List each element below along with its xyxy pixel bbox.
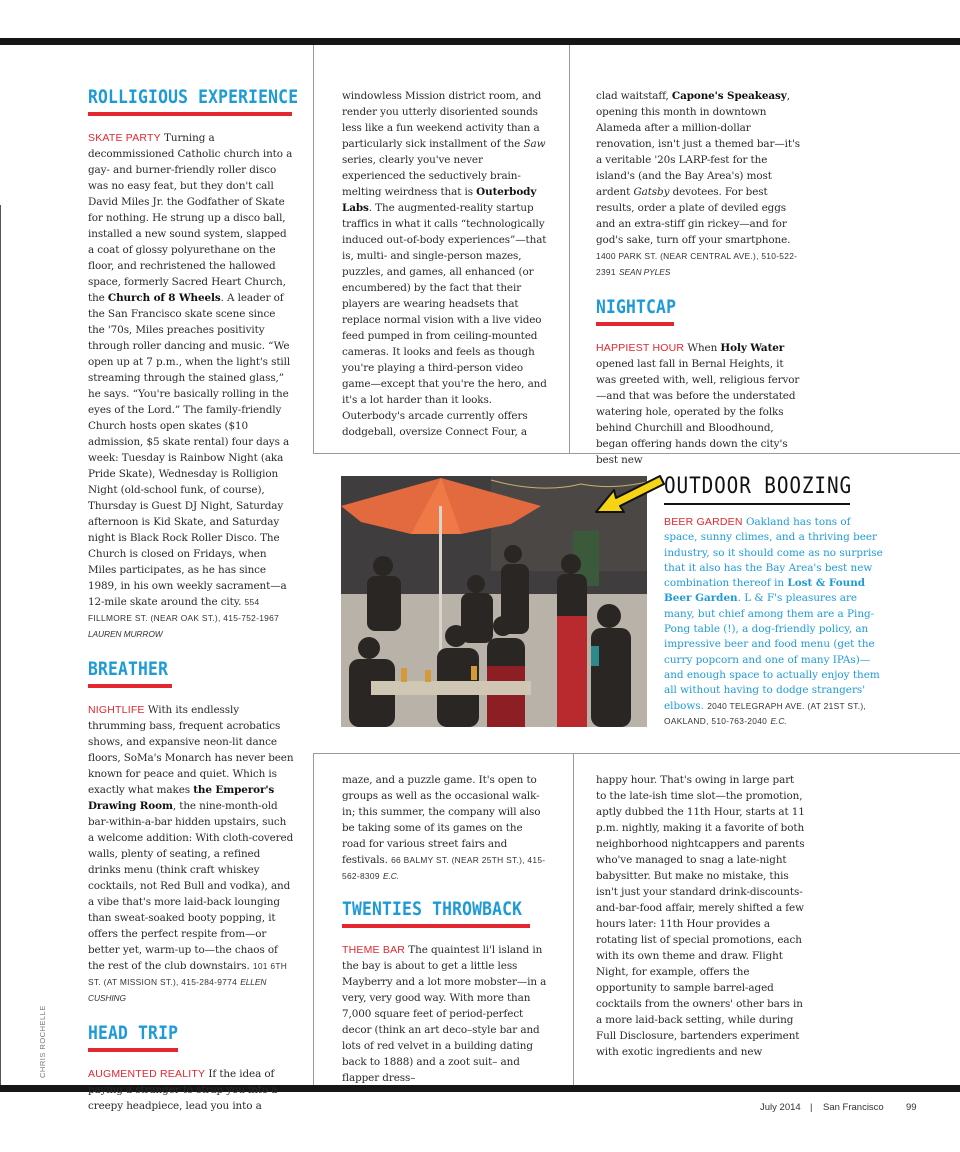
author: LAUREN MURROW [88,629,163,639]
article-body: BEER GARDEN Oakland has tons of space, sunny climes, and a thriving beer industry, so it should come as no surprise that it also has the Bay Area's best new combination thereof in Lost & Found Beer Garden. L & F's pleasures are many, but chief among them are a Ping-Pong table (!), a dog-friendly policy, an impressive beer and food menu (get the curry popcorn and one of many IPAs)—and enough space to actually enjoy them all without having to dodge strangers' elbows. 2040 TELEGRAPH AVE. (AT 21ST ST.), OAKLAND, 510-763-2040 E.C. [664,516,883,726]
address: 66 BALMY ST. (NEAR 25TH ST.), 415-562-8309 [342,855,546,881]
venue-name: the Emperor's Drawing Room [88,784,275,812]
kicker: HAPPIEST HOUR [596,342,685,354]
venue-name: Outerbody Labs [342,186,537,214]
address: 554 FILLMORE ST. (NEAR OAK ST.), 415-752-1967 [88,597,280,623]
column-divider [569,45,570,453]
article-body: maze, and a puzzle game. It's open to groups as well as the occasional walk-in; this summer, the company will also be taking some of its games on the road for various street fairs and festivals. 66 BALMY ST. (NEAR 25TH ST.), 415-562-8309 E.C. [342,774,546,881]
author: ELLEN CUSHING [88,977,267,1003]
venue-name: Holy Water [720,342,785,354]
kicker: SKATE PARTY [88,132,161,144]
section-heading: NIGHTCAP [596,296,677,318]
address: 101 6TH ST. (AT MISSION ST.), 415-284-9774 [88,961,288,987]
column-divider [573,753,574,1085]
article-body: NIGHTLIFE With its endlessly thrumming bass, frequent acrobatics shows, and expansive neon-lit dance floors, SoMa's Monarch has never been known for peace and quiet. Which is exactly what makes the Emperor's Drawing Room, the nine-month-old bar-within-a-bar hidden upstairs, such a welcome addition: With cloth-covered walls, plenty of seating, a refined drinks menu (think craft whiskey cocktails, not Red Bull and vodka), and a vibe that's more laid-back lounging than sweat-soaked booty popping, it offers the perfect respite from—or better yet, warm-up to—the chaos of the rest of the club downstairs. 101 6TH ST. (AT MISSION ST.), 415-284-9774 ELLEN CUSHING [88,704,294,1003]
author: E.C. [770,715,787,726]
section-heading: OUTDOOR BOOZING [664,474,853,499]
outdoor-article [664,515,886,729]
magazine-name: San Francisco [823,1102,884,1113]
section-heading: HEAD TRIP [88,1022,179,1044]
heading-underline [88,1048,178,1052]
article-body: SKATE PARTY Turning a decommissioned Catholic church into a gay- and burner-friendly roller disco was no easy feat, but they don't call David Miles Jr. the Godfather of Skate for nothing. He strung up a disco ball, installed a new sound system, slapped a coat of glossy polyurethane on the floor, and rechristened the hallowed space, formerly Sacred Heart Church, the Church of 8 Wheels. A leader of the San Francisco skate scene since the '70s, Miles preaches positivity through roller dancing and music. “We open up at 7 p.m., when the light's still streaming through the stained glass,” he says. “You're basically rolling in the eyes of the Lord.” The family-friendly Church hosts open skates ($10 admission, $5 skate rental) four days a week: Tuesday is Rainbow Night (aka Pride Skate), Wednesday is Rolligion Night (old-school funk, of course), Thursday is Guest DJ Night, Saturday afternoon is Kid Skate, and Saturday night is Black Rock Roller Disco. The Church is closed on Fridays, when Miles participates, as he has since 1989, in his own weekly sacrament—a 12-mile skate around the city. 554 FILLMORE ST. (NEAR OAK ST.), 415-752-1967 LAUREN MURROW [88,132,293,639]
issue-date: July 2014 [760,1102,801,1113]
heading-underline [596,322,674,326]
article-body: windowless Mission district room, and render you utterly disoriented sounds less like a fun weekend activity than a particularly sick installment of the Saw series, clearly you've never experienced the seductively brain-melting weirdness that is Outerbody Labs. The augmented-reality startup traffics in what it calls “technologically induced out-of-body experiences”—that is, multi- and single-person mazes, puzzles, and games, all enhanced (or encumbered) by the fact that their players are wearing headsets that replace normal vision with a live video feed pumped in from ceiling-mounted cameras. It looks and feels as though you're playing a third-person video game—except that you're the hero, and it's a lot harder than it looks. Outerbody's arcade currently offers dodgeball, oversize Connect Four, a [342,90,547,438]
article-body: clad waitstaff, Capone's Speakeasy, opening this month in downtown Alameda after a million-dollar renovation, isn't just a themed bar—it's a veritable '20s LARP-fest for the island's (and the Bay Area's) most ardent Gatsby devotees. For best results, order a plate of deviled eggs and an extra-stiff gin rickey—and for god's sake, turn off your smartphone. 1400 PARK ST. (NEAR CENTRAL AVE.), 510-522-2391 SEAN PYLES [596,90,800,277]
article-body: THEME BAR The quaintest li'l island in the bay is about to get a little less Mayberry and a lot more mobster—in a very, very good way. With more than 7,000 square feet of period-perfect decor (think an art deco–style bar and lots of red velvet in a building dating back to 1888) and a zoot suit– and flapper dress– [342,944,547,1084]
kicker: NIGHTLIFE [88,704,145,716]
address: 2040 TELEGRAPH AVE. (AT 21ST ST.), OAKLAND, 510-763-2040 [664,700,867,726]
column-3-bottom [596,772,806,1060]
top-rule [0,38,960,45]
heading-underline [88,112,292,116]
kicker: AUGMENTED REALITY [88,1068,206,1080]
column-divider [313,753,314,1085]
section-heading: ROLLIGIOUS EXPERIENCE [88,86,299,108]
venue-name: Lost & Found Beer Garden [664,577,866,605]
article-body: AUGMENTED REALITY If the idea of paying a stranger to strap you into a creepy headpiece, lead you into a [88,1068,278,1112]
column-3-top [596,88,806,468]
article-body: HAPPIEST HOUR When Holy Water opened last fall in Bernal Heights, it was greeted with, well, religious fervor—and that was before the understated watering hole, operated by the folks behind Churchill and Bloodhound, began offering hands down the city's best new [596,342,800,466]
article-body: happy hour. That's owing in large part to the late-ish time slot—the promotion, aptly dubbed the 11th Hour, starts at 11 p.m. nightly, making it a favorite of both neighborhood nightcappers and parents who've managed to snag a late-night babysitter. But make no mistake, this isn't just your standard drink-discounts-and-bar-food affair, merely shifted a few hours later: 11th Hour provides a rotating list of special promotions, each with its own theme and draw. Flight Night, for example, offers the opportunity to sample barrel-aged cocktails from the owners' other bars in a more laid-back setting, while during Full Disclosure, bartenders experiment with exotic ingredients and new [596,774,805,1058]
column-2-bottom [342,772,548,1086]
page-number: 99 [906,1102,917,1113]
venue-name: Capone's Speakeasy [671,90,787,102]
page-edge [0,205,1,1085]
section-divider [313,753,960,754]
address: 1400 PARK ST. (NEAR CENTRAL AVE.), 510-522-2391 [596,251,798,277]
photo-credit: CHRIS ROCHELLE [38,1005,47,1078]
section-heading: TWENTIES THROWBACK [342,898,523,920]
section-heading: BREATHER [88,658,169,680]
heading-underline [342,924,530,928]
author: E.C. [383,871,399,881]
column-divider [313,45,314,453]
venue-name: Church of 8 Wheels [107,292,221,304]
kicker: THEME BAR [342,944,406,956]
folio-separator: | [810,1102,813,1113]
arrow-icon [592,472,666,520]
author: SEAN PYLES [619,267,671,277]
kicker: BEER GARDEN [664,516,743,528]
heading-underline [664,503,850,505]
column-1 [88,86,299,1114]
heading-underline [88,684,172,688]
column-2-top [342,88,548,440]
